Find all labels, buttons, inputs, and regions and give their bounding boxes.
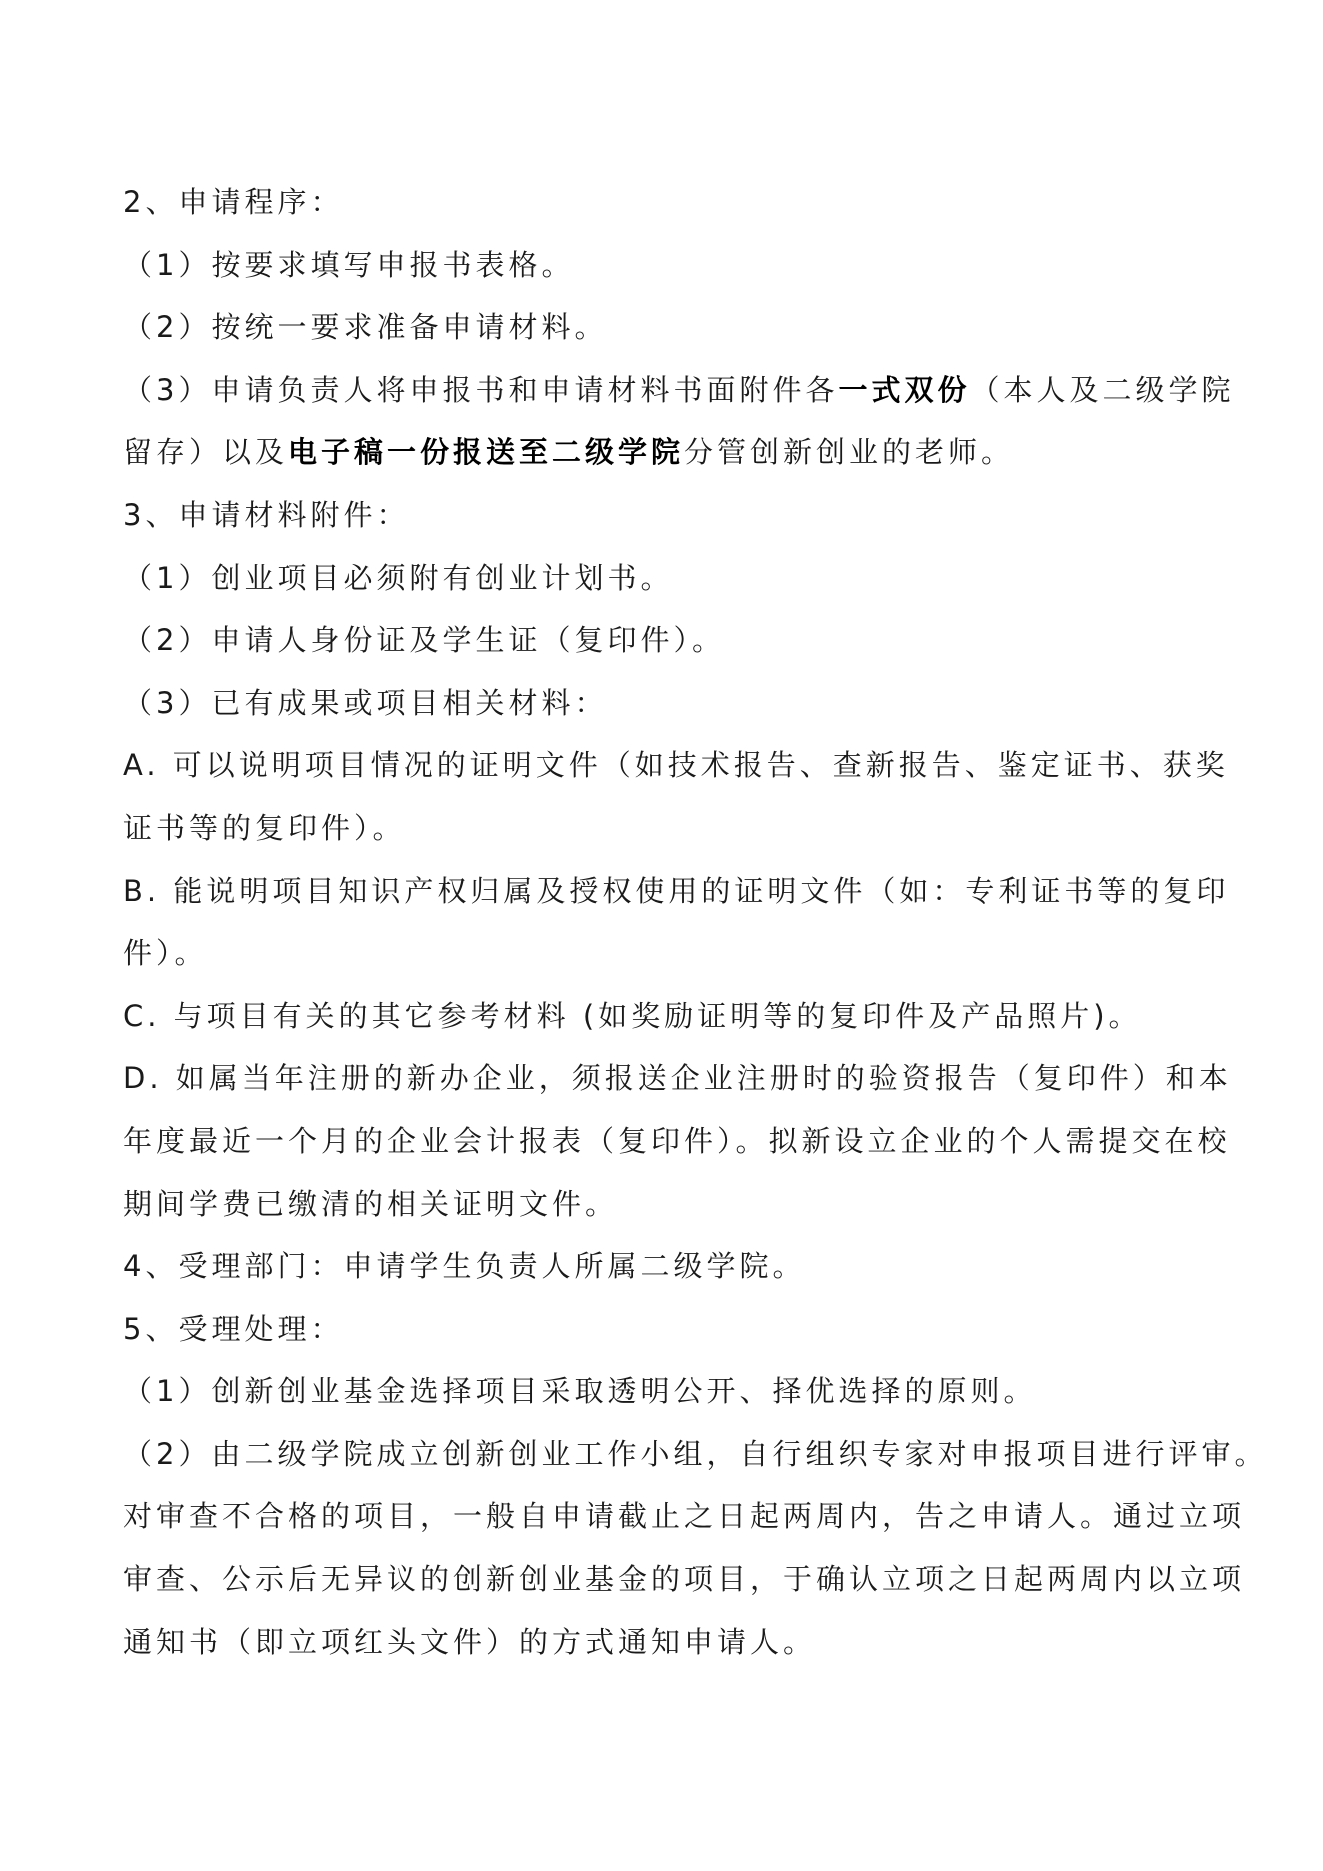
paragraph-line: 证书等的复印件）。 <box>123 810 406 845</box>
paragraph-line <box>123 421 1183 484</box>
text-run: 留存）以及 <box>123 435 289 470</box>
paragraph-line: 年度最近一个月的企业会计报表（复印件）。拟新设立企业的个人需提交在校 <box>123 1123 1231 1158</box>
bold-text-run: 电子稿一份报送至二级学院 <box>288 435 685 470</box>
bold-text-run: 一式双份 <box>838 372 971 407</box>
paragraph-line: 对审查不合格的项目，一般自申请截止之日起两周内，告之申请人。通过立项 <box>123 1499 1246 1534</box>
paragraph-line: （3）已有成果或项目相关材料： <box>123 685 608 720</box>
paragraph-line: （1）创业项目必须附有创业计划书。 <box>123 560 674 595</box>
paragraph-line: （2）申请人身份证及学生证（复印件）。 <box>123 623 725 658</box>
document-body <box>123 171 1268 1673</box>
paragraph-line: 期间学费已缴清的相关证明文件。 <box>123 1186 619 1221</box>
section-heading: 5、受理处理： <box>123 1311 344 1346</box>
paragraph-line: 审查、公示后无异议的创新创业基金的项目，于确认立项之日起两周内以立项 <box>123 1562 1246 1597</box>
paragraph-line: （2）按统一要求准备申请材料。 <box>123 310 608 345</box>
section-heading: 4、受理部门：申请学生负责人所属二级学院。 <box>123 1249 806 1284</box>
paragraph-line <box>123 359 1235 422</box>
section-heading: 3、申请材料附件： <box>123 497 410 532</box>
paragraph-line: 通知书（即立项红头文件）的方式通知申请人。 <box>123 1624 817 1659</box>
paragraph-line: 件）。 <box>123 936 208 971</box>
paragraph-line: B. 能说明项目知识产权归属及授权使用的证明文件（如：专利证书等的复印 <box>123 873 1230 908</box>
text-run: （本人及二级学院 <box>970 372 1235 407</box>
paragraph-line: D. 如属当年注册的新办企业，须报送企业注册时的验资报告（复印件）和本 <box>123 1061 1232 1096</box>
section-heading: 2、申请程序： <box>123 185 344 219</box>
paragraph-line: （1）按要求填写申报书表格。 <box>123 247 575 282</box>
paragraph-line: C. 与项目有关的其它参考材料 (如奖励证明等的复印件及产品照片)。 <box>123 998 1142 1033</box>
paragraph-line: A. 可以说明项目情况的证明文件（如技术报告、查新报告、鉴定证书、获奖 <box>123 748 1229 783</box>
paragraph-line: （2）由二级学院成立创新创业工作小组，自行组织专家对申报项目进行评审。 <box>123 1436 1268 1471</box>
text-run: （3）申请负责人将申报书和申请材料书面附件各 <box>123 372 839 407</box>
text-run: 分管创新创业的老师。 <box>684 435 1015 470</box>
paragraph-line: （1）创新创业基金选择项目采取透明公开、择优选择的原则。 <box>123 1374 1037 1409</box>
